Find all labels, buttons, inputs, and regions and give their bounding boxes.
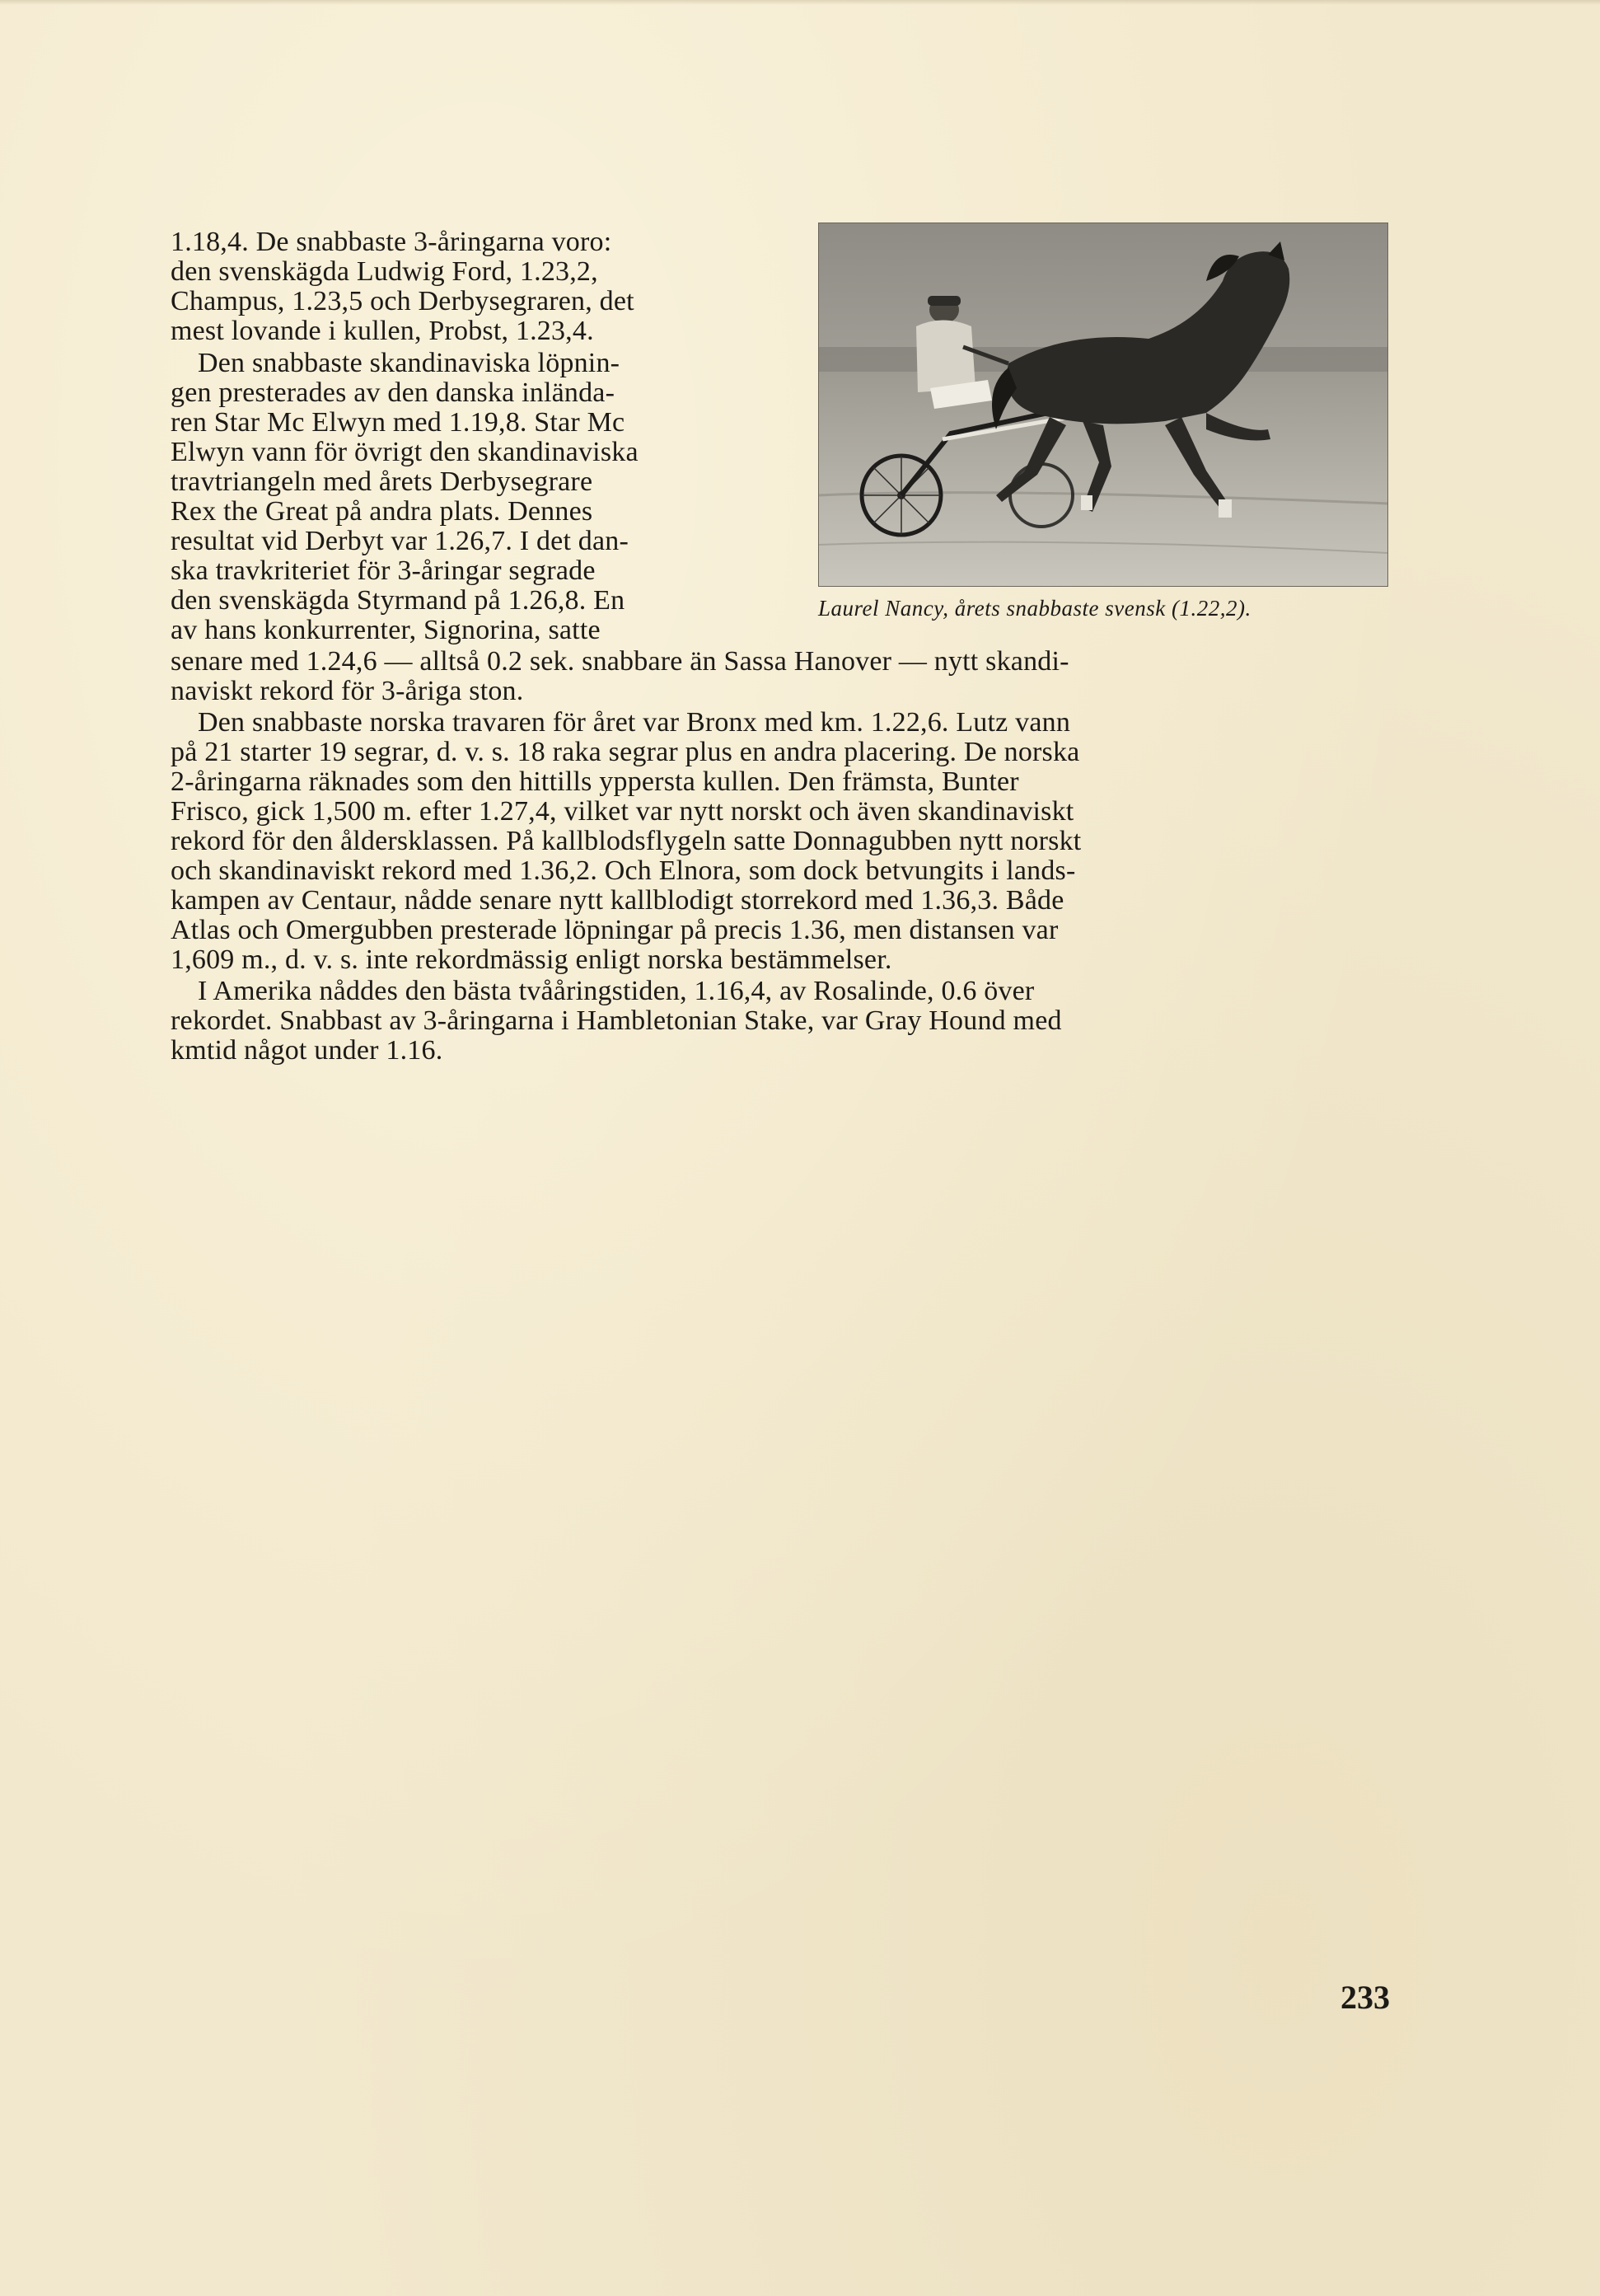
body-line: på 21 starter 19 segrar, d. v. s. 18 raka segrar plus en andra placering. De norska bbox=[171, 737, 1080, 767]
body-line: mest lovande i kullen, Probst, 1.23,4. bbox=[171, 316, 594, 346]
body-line: Frisco, gick 1,500 m. efter 1.27,4, vilket var nytt norskt och även skandinaviskt bbox=[171, 796, 1074, 827]
body-line: rekordet. Snabbast av 3-åringarna i Hambletonian Stake, var Gray Hound med bbox=[171, 1005, 1062, 1036]
body-line: av hans konkurrenter, Signorina, satte bbox=[171, 615, 601, 645]
body-line: Rex the Great på andra plats. Dennes bbox=[171, 496, 593, 527]
body-line: den svenskägda Styrmand på 1.26,8. En bbox=[171, 585, 625, 616]
photo-illustration bbox=[819, 223, 1387, 586]
body-line: kmtid något under 1.16. bbox=[171, 1035, 443, 1066]
body-line: Champus, 1.23,5 och Derbysegraren, det bbox=[171, 286, 634, 316]
body-line: ren Star Mc Elwyn med 1.19,8. Star Mc bbox=[171, 407, 625, 438]
photo-caption: Laurel Nancy, årets snabbaste svensk (1.22,2). bbox=[818, 596, 1251, 621]
body-line: I Amerika nåddes den bästa tvååringstiden, 1.16,4, av Rosalinde, 0.6 över bbox=[198, 976, 1035, 1006]
body-line: kampen av Centaur, nådde senare nytt kallblodigt storrekord med 1.36,3. Både bbox=[171, 885, 1064, 916]
body-line: Atlas och Omergubben presterade löpningar på precis 1.36, men distansen var bbox=[171, 915, 1059, 945]
body-line: och skandinaviskt rekord med 1.36,2. Och Elnora, som dock betvungits i lands- bbox=[171, 855, 1076, 886]
body-line: resultat vid Derbyt var 1.26,7. I det dan- bbox=[171, 526, 629, 556]
body-line: senare med 1.24,6 — alltså 0.2 sek. snabbare än Sassa Hanover — nytt skandi- bbox=[171, 646, 1069, 677]
page-number: 233 bbox=[1340, 1979, 1390, 2016]
trotting-horse-photo bbox=[818, 223, 1388, 587]
body-line: travtriangeln med årets Derbysegrare bbox=[171, 466, 593, 497]
body-line: gen presterades av den danska inlända- bbox=[171, 377, 615, 408]
body-line: naviskt rekord för 3-åriga ston. bbox=[171, 676, 524, 706]
body-line: Den snabbaste norska travaren för året var Bronx med km. 1.22,6. Lutz vann bbox=[198, 707, 1071, 738]
body-line: 2-åringarna räknades som den hittills yppersta kullen. Den främsta, Bunter bbox=[171, 766, 1019, 797]
body-line: den svenskägda Ludwig Ford, 1.23,2, bbox=[171, 256, 598, 287]
body-line: rekord för den åldersklassen. På kallblodsflygeln satte Donnagubben nytt norskt bbox=[171, 826, 1082, 856]
body-line: Elwyn vann för övrigt den skandinaviska bbox=[171, 437, 639, 467]
page-top-edge bbox=[0, 0, 1600, 5]
body-line: Den snabbaste skandinaviska löpnin- bbox=[198, 348, 620, 378]
body-line: ska travkriteriet för 3-åringar segrade bbox=[171, 555, 596, 586]
body-line: 1.18,4. De snabbaste 3-åringarna voro: bbox=[171, 227, 612, 257]
body-line: 1,609 m., d. v. s. inte rekordmässig enligt norska bestämmelser. bbox=[171, 944, 892, 975]
